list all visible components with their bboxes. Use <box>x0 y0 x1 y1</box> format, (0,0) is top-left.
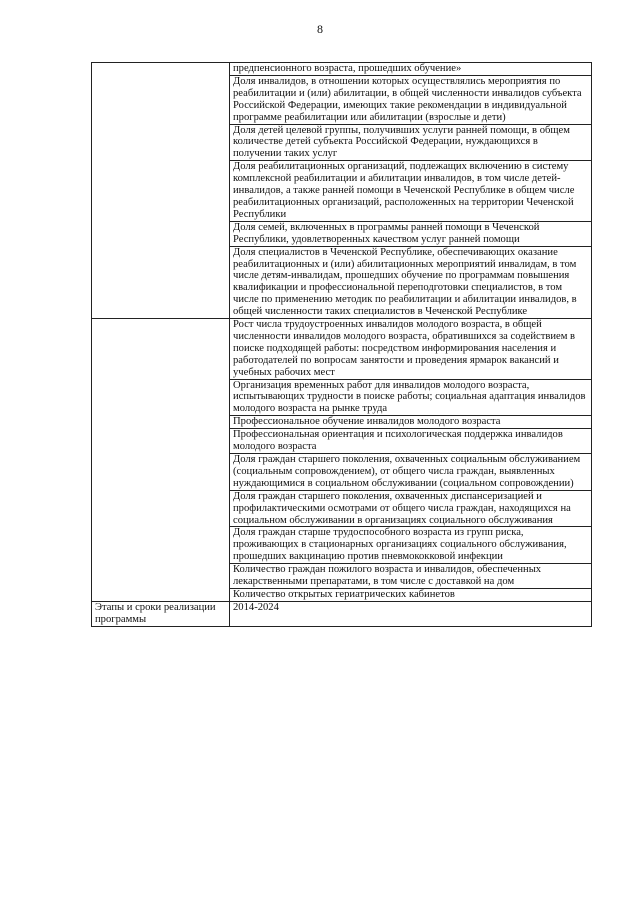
indicator-text: предпенсионного возраста, прошедших обучение» <box>233 63 462 74</box>
table-row <box>92 601 592 626</box>
page-number: 8 <box>317 22 323 36</box>
indicator-text: Доля детей целевой группы, получивших услуги ранней помощи, в общем количестве детей субъекта Российской Федерации, нуждающихся в получении таких услуг <box>230 124 591 161</box>
indicator-cell-group <box>230 319 592 602</box>
program-passport-table <box>91 62 592 627</box>
indicator-text: Доля граждан старшего поколения, охваченных социальным обслуживанием (социальным сопровождением), от общего числа граждан, выявленных нуждающимися в социальном обслуживании (социальном сопровождении) <box>230 453 591 490</box>
row-label <box>92 319 230 602</box>
indicator-text: Организация временных работ для инвалидов молодого возраста, испытывающих трудности в поиске работы; социальная адаптация инвалидов молодого возраста на рынке труда <box>230 379 591 416</box>
table-row <box>92 63 592 319</box>
indicator-text: Доля специалистов в Чеченской Республике, обеспечивающих оказание реабилитационных и (или) абилитационных мероприятий инвалидам, в том числе детям-инвалидам, прошедших обучение по программам повышения квалификации и профессиональной переподготовки специалистов, в том числе по применению методик по реабилитации и абилитации инвалидов, в общей численности таких специалистов в Чеченской Республике <box>230 246 591 318</box>
indicator-text: Доля реабилитационных организаций, подлежащих включению в систему комплексной реабилитации и абилитации инвалидов, в том числе детей-инвалидов, а также ранней помощи в Чеченской Республике в общем числе реабилитационных организаций, расположенных на территории Чеченской Республики <box>230 160 591 221</box>
indicator-text: Доля инвалидов, в отношении которых осуществлялись мероприятия по реабилитации и (или) абилитации, в общей численности инвалидов субъекта Российской Федерации, имеющих такие рекомендации в индивидуальной программе реабилитации или абилитации (взрослые и дети) <box>230 75 591 124</box>
indicator-text: Доля граждан старшего поколения, охваченных диспансеризацией и профилактическими осмотрами от общего числа граждан, находящихся на социальном обслуживании в организациях социального обслуживания <box>230 490 591 527</box>
indicator-text: Профессиональная ориентация и психологическая поддержка инвалидов молодого возраста <box>230 428 591 453</box>
table-row <box>92 319 592 602</box>
indicator-cell-group <box>230 63 592 319</box>
row-label <box>92 63 230 319</box>
row-label-stages: Этапы и сроки реализации программы <box>92 601 230 626</box>
indicator-text: Количество граждан пожилого возраста и инвалидов, обеспеченных лекарственными препаратами, в том числе с доставкой на дом <box>230 563 591 588</box>
indicator-text: Количество открытых гериатрических кабинетов <box>230 588 591 601</box>
indicator-text: Рост числа трудоустроенных инвалидов молодого возраста, в общей численности инвалидов молодого возраста, обратившихся за содействием в поиске подходящей работы: посредством информирования населения и работодателей по вопросам занятости и проведения ярмарок вакансий и учебных рабочих мест <box>233 319 576 378</box>
indicator-cell-group <box>230 601 592 626</box>
indicator-text: Доля граждан старше трудоспособного возраста из групп риска, проживающих в стационарных организациях социального обслуживания, прошедших вакцинацию против пневмококковой инфекции <box>230 526 591 563</box>
program-period: 2014-2024 <box>233 601 279 613</box>
indicator-text: Профессиональное обучение инвалидов молодого возраста <box>230 415 591 428</box>
indicator-text: Доля семей, включенных в программы ранней помощи в Чеченской Республики, удовлетворенных качеством услуг ранней помощи <box>230 221 591 246</box>
